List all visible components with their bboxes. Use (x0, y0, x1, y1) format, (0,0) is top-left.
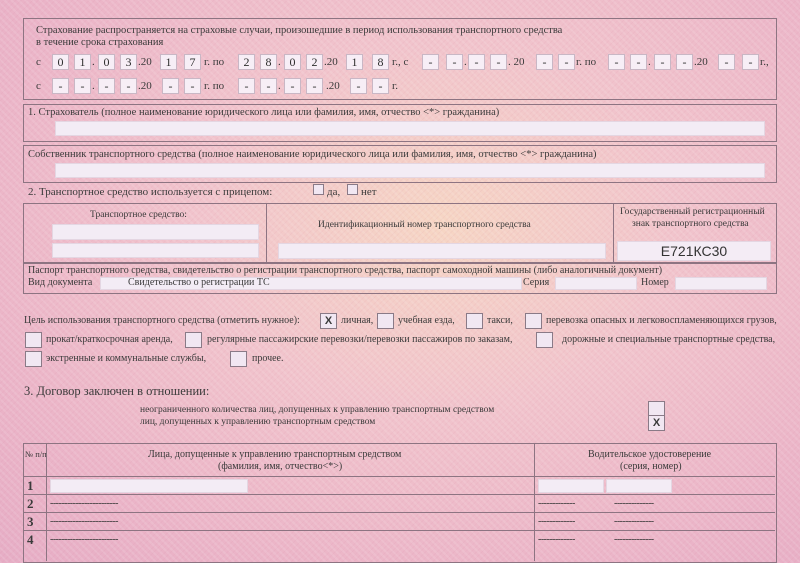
period-text-line1: Страхование распространяется на страховые случаи, произошедшие в период использования транспортного средства (36, 25, 563, 36)
period-cell[interactable]: - (558, 54, 575, 70)
period-cell[interactable]: 2 (238, 54, 255, 70)
purpose-training-checkbox[interactable] (377, 313, 394, 329)
period-cell[interactable]: - (184, 78, 201, 94)
driver-name-placeholder: ------------------------ (50, 498, 118, 509)
purpose-regular-checkbox[interactable] (185, 332, 202, 348)
drivers-col-name-2: (фамилия, имя, отчество<*>) (218, 461, 343, 472)
period-year-suffix: г., (760, 56, 769, 68)
trailer-label: 2. Транспортное средство используется с прицепом: (28, 186, 273, 198)
plate-value[interactable]: Е721КС30 (617, 241, 771, 261)
period-cell[interactable]: 8 (372, 54, 389, 70)
drivers-row-divider (23, 530, 775, 531)
owner-label: Собственник транспортного средства (полное наименование юридического лица или фамилия, имя, отчество <*> гражданина) (28, 149, 597, 160)
drivers-row-divider (23, 476, 775, 477)
period-and-from-label: г., с (392, 56, 409, 68)
driver-license-number-field[interactable] (606, 479, 672, 493)
period-year-prefix: .20 (694, 56, 708, 68)
period-cell[interactable]: - (52, 78, 69, 94)
period-cell[interactable]: - (120, 78, 137, 94)
purpose-rental-checkbox[interactable] (25, 332, 42, 348)
period-cell[interactable]: 8 (260, 54, 277, 70)
purpose-dangerous-label: перевозка опасных и легковоспламеняющихся грузов, (546, 315, 777, 326)
vehicle-col-header: Транспортное средство: (90, 210, 187, 220)
drivers-col-divider (534, 443, 535, 561)
period-cell[interactable]: - (74, 78, 91, 94)
period-cell[interactable]: - (742, 54, 759, 70)
purpose-personal-label: личная, (341, 315, 374, 326)
contract-title: 3. Договор заключен в отношении: (24, 384, 210, 398)
purpose-road-label: дорожные и специальные транспортные средства, (562, 334, 776, 345)
period-cell[interactable]: - (306, 78, 323, 94)
period-to-label: г. по (204, 80, 225, 92)
trailer-yes-label: да, (327, 186, 341, 198)
owner-field[interactable] (55, 163, 765, 178)
period-year-prefix: .20 (324, 56, 338, 68)
period-year-prefix: .20 (326, 80, 340, 92)
driver-name-placeholder: ------------------------ (50, 516, 118, 527)
driver-row-number: 3 (27, 514, 34, 529)
purpose-other-label: прочее. (252, 353, 284, 364)
period-to-label: г. по (204, 56, 225, 68)
purpose-label: Цель использования транспортного средства (отметить нужное): (24, 315, 300, 326)
period-cell[interactable]: - (372, 78, 389, 94)
document-number-field[interactable] (675, 277, 767, 290)
vehicle-col-divider (613, 203, 614, 262)
purpose-taxi-checkbox[interactable] (466, 313, 483, 329)
purpose-road-checkbox[interactable] (536, 332, 553, 348)
period-dot: . (464, 56, 467, 68)
vin-col-header: Идентификационный номер транспортного средства (318, 220, 531, 230)
purpose-dangerous-checkbox[interactable] (525, 313, 542, 329)
document-series-field[interactable] (555, 277, 637, 290)
driver-name-field[interactable] (50, 479, 248, 493)
vehicle-col-divider (266, 203, 267, 262)
period-from-label: с (36, 56, 41, 68)
purpose-rental-label: прокат/краткосрочная аренда, (46, 334, 173, 345)
trailer-no-checkbox[interactable] (347, 184, 358, 195)
period-cell[interactable]: 1 (160, 54, 177, 70)
period-cell[interactable]: 1 (74, 54, 91, 70)
period-cell[interactable]: - (676, 54, 693, 70)
period-dot: . (92, 80, 95, 92)
period-cell[interactable]: 0 (52, 54, 69, 70)
drivers-col-divider (46, 443, 47, 561)
period-cell[interactable]: 3 (120, 54, 137, 70)
driver-row-number: 2 (27, 496, 34, 511)
drivers-row-divider (23, 494, 775, 495)
period-cell[interactable]: 0 (284, 54, 301, 70)
plate-col-header-1: Государственный регистрационный (620, 207, 765, 217)
purpose-training-label: учебная езда, (398, 315, 455, 326)
insurer-label: 1. Страхователь (полное наименование юридического лица или фамилия, имя, отчество <*> гражданина) (28, 107, 500, 118)
period-cell[interactable]: - (260, 78, 277, 94)
period-from-label: с (36, 80, 41, 92)
driver-license-number-placeholder: -------------- (614, 498, 654, 509)
drivers-col-num: № п/п (25, 449, 47, 459)
drivers-col-license-2: (серия, номер) (620, 461, 682, 472)
period-cell[interactable]: - (654, 54, 671, 70)
period-cell[interactable]: 1 (346, 54, 363, 70)
period-year-suffix: г. (392, 80, 399, 92)
period-year-prefix: .20 (138, 80, 152, 92)
driver-name-placeholder: ------------------------ (50, 534, 118, 545)
driver-license-number-placeholder: -------------- (614, 534, 654, 545)
vehicle-model-field-2[interactable] (52, 243, 259, 258)
period-year-prefix: .20 (138, 56, 152, 68)
period-dot: . (278, 56, 281, 68)
document-number-label: Номер (641, 277, 669, 288)
period-cell[interactable]: - (350, 78, 367, 94)
purpose-regular-label: регулярные пассажирские перевозки/перевозки пассажиров по заказам, (207, 334, 513, 345)
period-cell[interactable]: - (98, 78, 115, 94)
period-dot: . (278, 80, 281, 92)
vin-field[interactable] (278, 243, 606, 259)
driver-license-number-placeholder: -------------- (614, 516, 654, 527)
document-passport-label: Паспорт транспортного средства, свидетельство о регистрации транспортного средства, паспорт самоходной машины (либо аналогичный документ) (28, 265, 663, 276)
drivers-col-name-1: Лица, допущенные к управлению транспортным средством (148, 449, 402, 460)
period-cell[interactable]: - (536, 54, 553, 70)
contract-unlimited-label: неограниченного количества лиц, допущенных к управлению транспортным средством (140, 405, 495, 415)
period-to-label: г. по (576, 56, 597, 68)
driver-row-number: 4 (27, 532, 34, 547)
trailer-yes-checkbox[interactable] (313, 184, 324, 195)
period-dot: . (92, 56, 95, 68)
period-cell[interactable]: - (446, 54, 463, 70)
purpose-emergency-label: экстренные и коммунальные службы, (46, 353, 207, 364)
purpose-personal-checkbox[interactable]: Х (320, 313, 337, 329)
driver-license-series-placeholder: ------------- (538, 516, 575, 527)
period-cell[interactable]: - (718, 54, 735, 70)
purpose-emergency-checkbox[interactable] (25, 351, 42, 367)
document-series-label: Серия (523, 277, 550, 288)
period-cell[interactable]: - (162, 78, 179, 94)
driver-license-series-placeholder: ------------- (538, 498, 575, 509)
insurer-field[interactable] (55, 121, 765, 136)
purpose-other-checkbox[interactable] (230, 351, 247, 367)
period-cell[interactable]: - (608, 54, 625, 70)
driver-license-series-placeholder: ------------- (538, 534, 575, 545)
purpose-taxi-label: такси, (487, 315, 513, 326)
period-cell[interactable]: - (422, 54, 439, 70)
trailer-no-label: нет (361, 186, 377, 198)
vehicle-model-field[interactable] (52, 224, 259, 240)
document-type-label: Вид документа (28, 277, 93, 288)
period-cell[interactable]: - (630, 54, 647, 70)
period-cell[interactable]: - (468, 54, 485, 70)
period-dot: . (648, 56, 651, 68)
period-year-prefix: . 20 (508, 56, 525, 68)
period-cell[interactable]: - (490, 54, 507, 70)
period-cell[interactable]: - (284, 78, 301, 94)
document-type-value: Свидетельство о регистрации ТС (128, 277, 270, 288)
period-cell[interactable]: 7 (184, 54, 201, 70)
period-cell[interactable]: 2 (306, 54, 323, 70)
contract-limited-checkbox[interactable]: Х (648, 415, 665, 431)
drivers-col-license-1: Водительское удостоверение (588, 449, 712, 460)
drivers-row-divider (23, 512, 775, 513)
period-cell[interactable]: 0 (98, 54, 115, 70)
driver-row-number: 1 (27, 478, 34, 493)
plate-col-header-2: знак транспортного средства (632, 219, 749, 229)
period-cell[interactable]: - (238, 78, 255, 94)
driver-license-series-field[interactable] (538, 479, 604, 493)
period-text-line2: в течение срока страхования (36, 37, 164, 48)
contract-limited-label: лиц, допущенных к управлению транспортным средством (140, 417, 376, 427)
